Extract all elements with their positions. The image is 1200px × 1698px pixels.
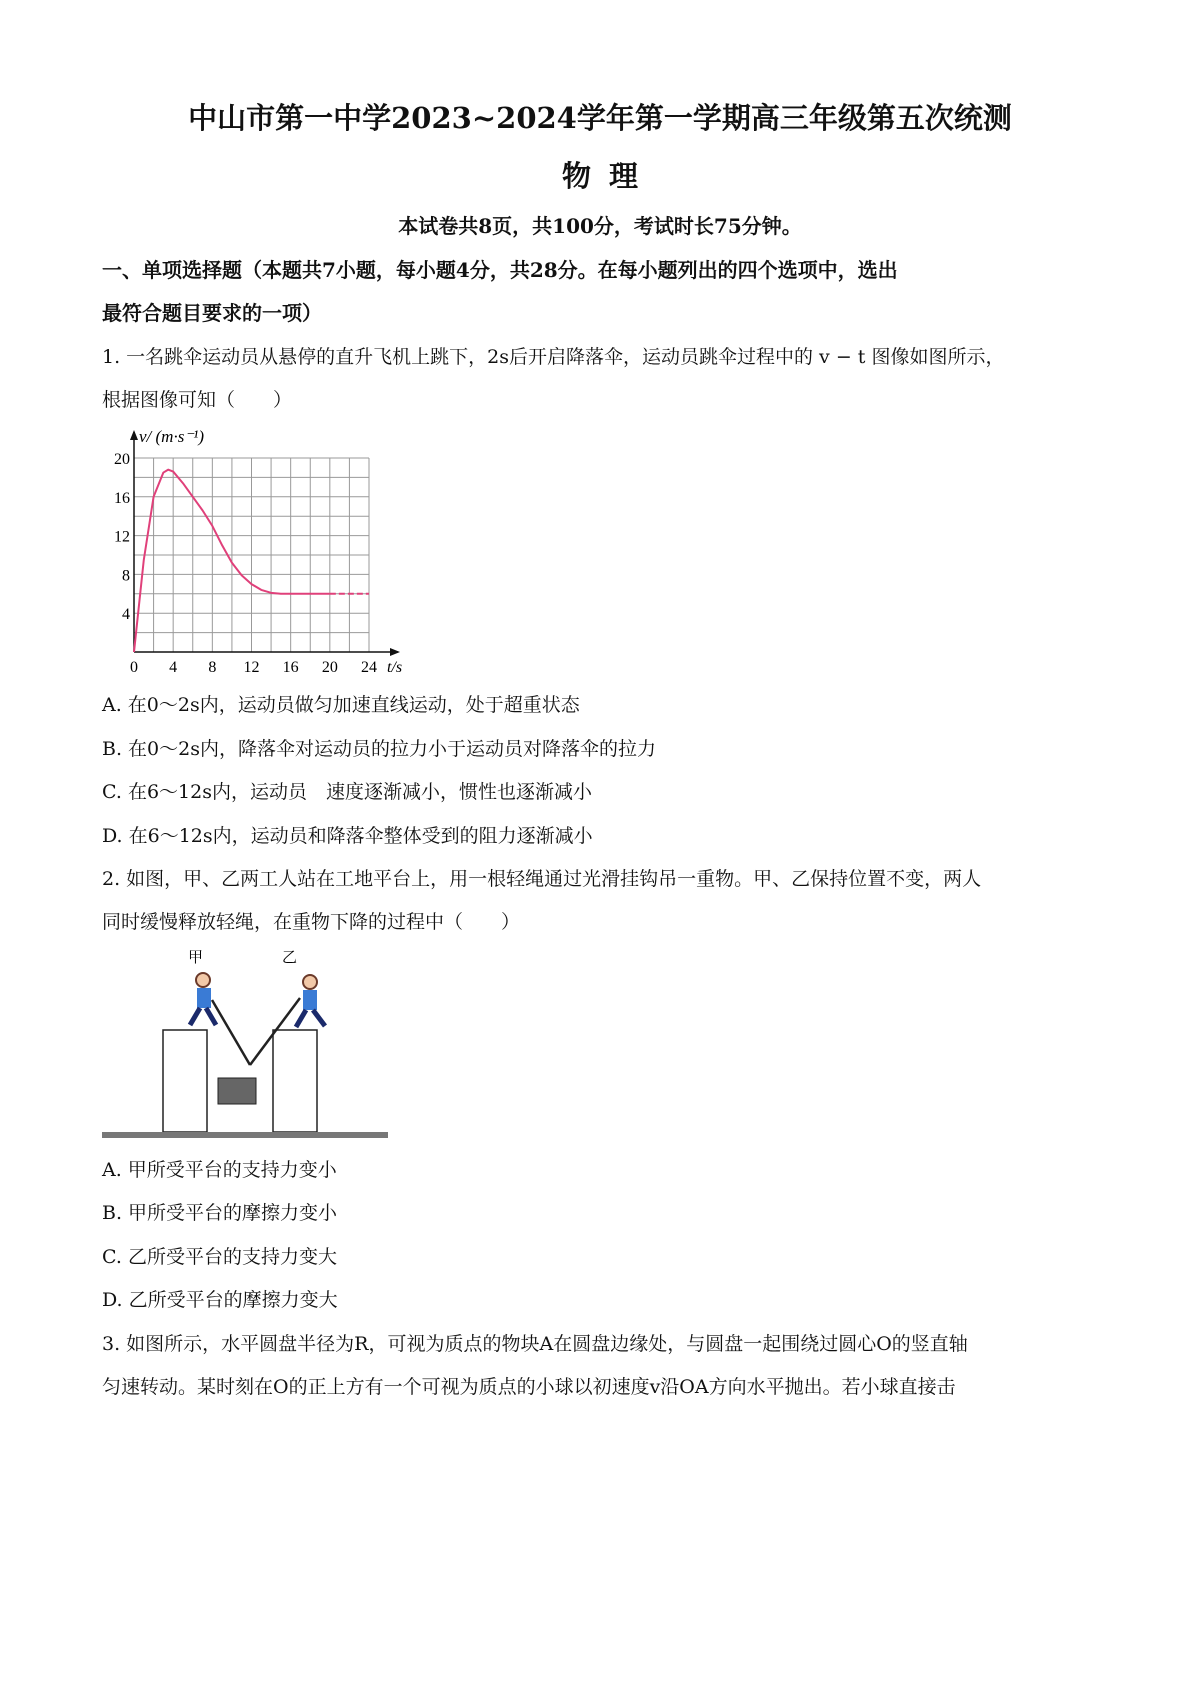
q2-option-d: D. 乙所受平台的摩擦力变大 bbox=[102, 1289, 338, 1311]
exam-info: 本试卷共8页，共100分，考试时长75分钟。 bbox=[398, 214, 802, 238]
x-tick-label: 16 bbox=[282, 659, 299, 676]
q1-option-a: A. 在0～2s内，运动员做匀加速直线运动，处于超重状态 bbox=[102, 694, 580, 716]
x-tick-label: 8 bbox=[208, 659, 217, 676]
x-axis-arrow bbox=[390, 648, 400, 656]
q1-option-c: C. 在6～12s内，运动员 速度逐渐减小，惯性也逐渐减小 bbox=[102, 781, 592, 803]
y-tick-label: 4 bbox=[122, 606, 130, 624]
q1-stem-line1: 1. 一名跳伞运动员从悬停的直升飞机上跳下，2s后开启降落伞，运动员跳伞过程中的 v − t 图像如图所示， bbox=[102, 346, 1005, 368]
y-tick-label: 12 bbox=[114, 528, 130, 546]
y-tick-label: 20 bbox=[114, 451, 130, 468]
x-tick-label: 20 bbox=[321, 659, 338, 676]
q1-stem-line2: 根据图像可知（ ） bbox=[102, 389, 293, 411]
x-tick-label: 12 bbox=[243, 659, 260, 676]
q1-option-b: B. 在0～2s内，降落伞对运动员的拉力小于运动员对降落伞的拉力 bbox=[102, 738, 656, 760]
exam-title: 中山市第一中学2023~2024学年第一学期高三年级第五次统测 bbox=[188, 101, 1012, 135]
y-tick-label: 16 bbox=[114, 489, 130, 507]
x-tick-label: 24 bbox=[361, 659, 377, 676]
q3-stem-line2: 匀速转动。某时刻在O的正上方有一个可视为质点的小球以初速度v沿OA方向水平抛出。若小球直接击 bbox=[102, 1376, 956, 1398]
workers-figure bbox=[100, 940, 400, 1145]
section-heading-line2: 最符合题目要求的一项） bbox=[102, 301, 322, 325]
label-jia: 甲 bbox=[188, 950, 204, 966]
q2-option-b: B. 甲所受平台的摩擦力变小 bbox=[102, 1202, 338, 1224]
weight bbox=[218, 1078, 256, 1104]
subject-title: 物 理 bbox=[561, 159, 639, 193]
worker-jia bbox=[190, 973, 216, 1025]
q2-option-a: A. 甲所受平台的支持力变小 bbox=[102, 1159, 337, 1181]
vt-chart bbox=[100, 420, 420, 680]
worker-yi bbox=[296, 975, 325, 1027]
section-heading-line1: 一、单项选择题（本题共7小题，每小题4分，共28分。在每小题列出的四个选项中，选出 bbox=[102, 258, 898, 282]
q2-stem-line1: 2. 如图，甲、乙两工人站在工地平台上，用一根轻绳通过光滑挂钩吊一重物。甲、乙保持位置不变，两人 bbox=[102, 868, 982, 890]
ground bbox=[102, 1132, 388, 1138]
q2-stem-line2: 同时缓慢释放轻绳，在重物下降的过程中（ ） bbox=[102, 911, 521, 933]
y-tick-label: 8 bbox=[122, 567, 130, 585]
y-axis-label: v/ (m·s⁻¹) bbox=[139, 427, 205, 446]
q3-stem-line1: 3. 如图所示，水平圆盘半径为R，可视为质点的物块A在圆盘边缘处，与圆盘一起围绕过圆心O的竖直轴 bbox=[102, 1333, 968, 1355]
q1-option-d: D. 在6～12s内，运动员和降落伞整体受到的阻力逐渐减小 bbox=[102, 825, 593, 847]
label-yi: 乙 bbox=[282, 950, 298, 966]
y-axis-arrow bbox=[130, 430, 138, 440]
x-axis-label: t/s bbox=[387, 659, 403, 676]
q2-option-c: C. 乙所受平台的支持力变大 bbox=[102, 1246, 337, 1268]
platform-left bbox=[163, 1030, 207, 1132]
x-tick-label: 4 bbox=[169, 659, 178, 676]
platform-right bbox=[273, 1030, 317, 1132]
x-tick-label: 0 bbox=[130, 659, 138, 676]
